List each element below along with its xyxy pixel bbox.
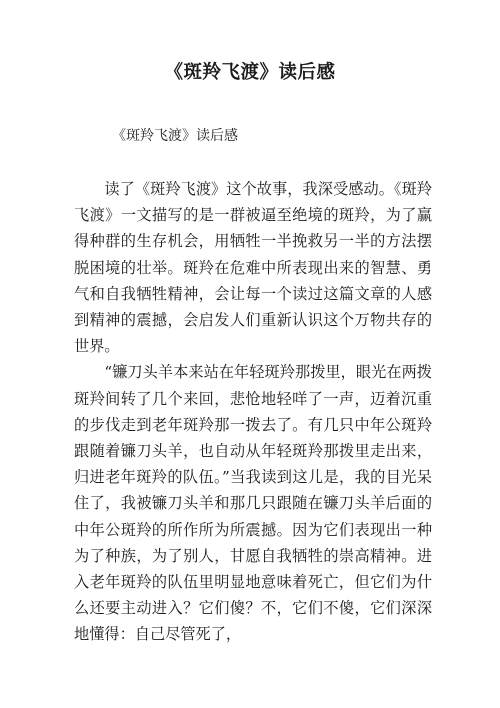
document-subtitle: 《斑羚飞渡》读后感 bbox=[112, 128, 238, 144]
paragraph: “镰刀头羊本来站在年轻斑羚那拨里，眼光在两拨斑羚间转了几个来回，悲怆地轻咩了一声，迈着沉重的步伐走到老年斑羚那一拨去了。有几只中年公斑羚跟随着镰刀头羊，也自动从年轻斑羚那拨里走出来，归进老年斑羚的队伍。”当我读到这儿是，我的目光呆住了，我被镰刀头羊和那几只跟随在镰刀头羊后面的中年公斑羚的所作所为所震撼。因为它们表现出一种为了种族，为了别人，甘愿自我牺牲的崇高精神。进入老年斑羚的队伍里明显地意味着死亡，但它们为什么还要主动进入？它们傻？不，它们不傻，它们深深地懂得：自己尽管死了， bbox=[74, 363, 432, 644]
document-title: 《斑羚飞渡》读后感 bbox=[164, 62, 336, 83]
paragraph: 读了《斑羚飞渡》这个故事，我深受感动。《斑羚飞渡》一文描写的是一群被逼至绝境的斑羚，为了赢得种群的生存机会，用牺牲一半挽救另一半的方法摆脱困境的壮举。斑羚在危难中所表现出来的智慧、勇气和自我牺牲精神，会让每一个读过这篇文章的人感到精神的震撼，会启发人们重新认识这个万物共存的世界。 bbox=[74, 180, 432, 356]
document-body bbox=[74, 176, 432, 648]
